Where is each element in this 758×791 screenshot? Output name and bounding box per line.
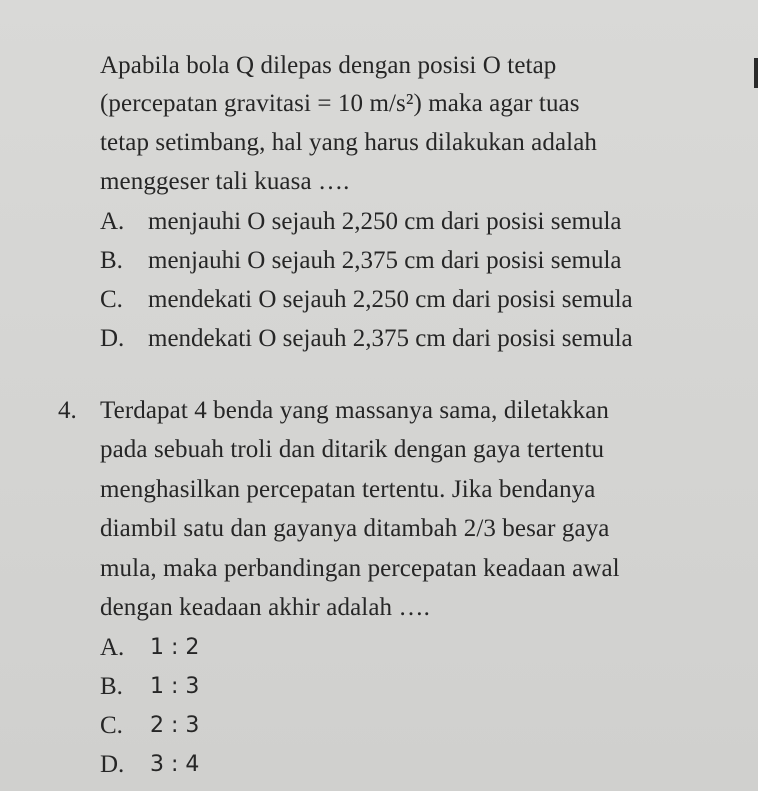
page-edge-mark [754,58,758,88]
q4-stem-line-1: Terdapat 4 benda yang massanya sama, diletakkan [100,397,610,424]
q3-option-c-text: mendekati O sejauh 2,250 cm dari posisi semula [148,286,633,313]
q3-stem-line-3: tetap setimbang, hal yang harus dilakukan adalah [100,129,597,156]
q4-option-a-text: 1 : 2 [150,635,200,660]
q3-stem-line-1: Apabila bola Q dilepas dengan posisi O tetap [100,52,557,79]
q4-stem-line-6: dengan keadaan akhir adalah …. [100,594,430,621]
q4-option-a-letter: A. [100,634,125,661]
q3-stem-line-2: (percepatan gravitasi = 10 m/s²) maka agar tuas [100,90,580,117]
q4-option-d-letter: D. [100,751,125,778]
q4-option-c-text: 2 : 3 [150,713,200,738]
q4-stem-line-3: menghasilkan percepatan tertentu. Jika bendanya [100,476,596,503]
q3-stem-line-4: menggeser tali kuasa …. [100,168,350,195]
q3-option-d-letter: D. [100,325,125,352]
q4-stem-line-2: pada sebuah troli dan ditarik dengan gaya tertentu [100,436,605,463]
q3-option-a-text: menjauhi O sejauh 2,250 cm dari posisi semula [148,208,622,235]
q4-stem-line-4: diambil satu dan gayanya ditambah 2/3 besar gaya [100,515,610,542]
q3-option-c-letter: C. [100,286,123,313]
q4-option-c-letter: C. [100,712,123,739]
q3-option-a-letter: A. [100,208,125,235]
q4-option-b-text: 1 : 3 [150,674,200,699]
q3-option-d-text: mendekati O sejauh 2,375 cm dari posisi semula [148,325,633,352]
q4-option-b-letter: B. [100,673,123,700]
q4-option-d-text: 3 : 4 [150,752,200,777]
q4-number: 4. [58,397,77,424]
q4-stem-line-5: mula, maka perbandingan percepatan keadaan awal [100,555,620,582]
q3-option-b-text: menjauhi O sejauh 2,375 cm dari posisi semula [148,247,622,274]
q3-option-b-letter: B. [100,247,123,274]
